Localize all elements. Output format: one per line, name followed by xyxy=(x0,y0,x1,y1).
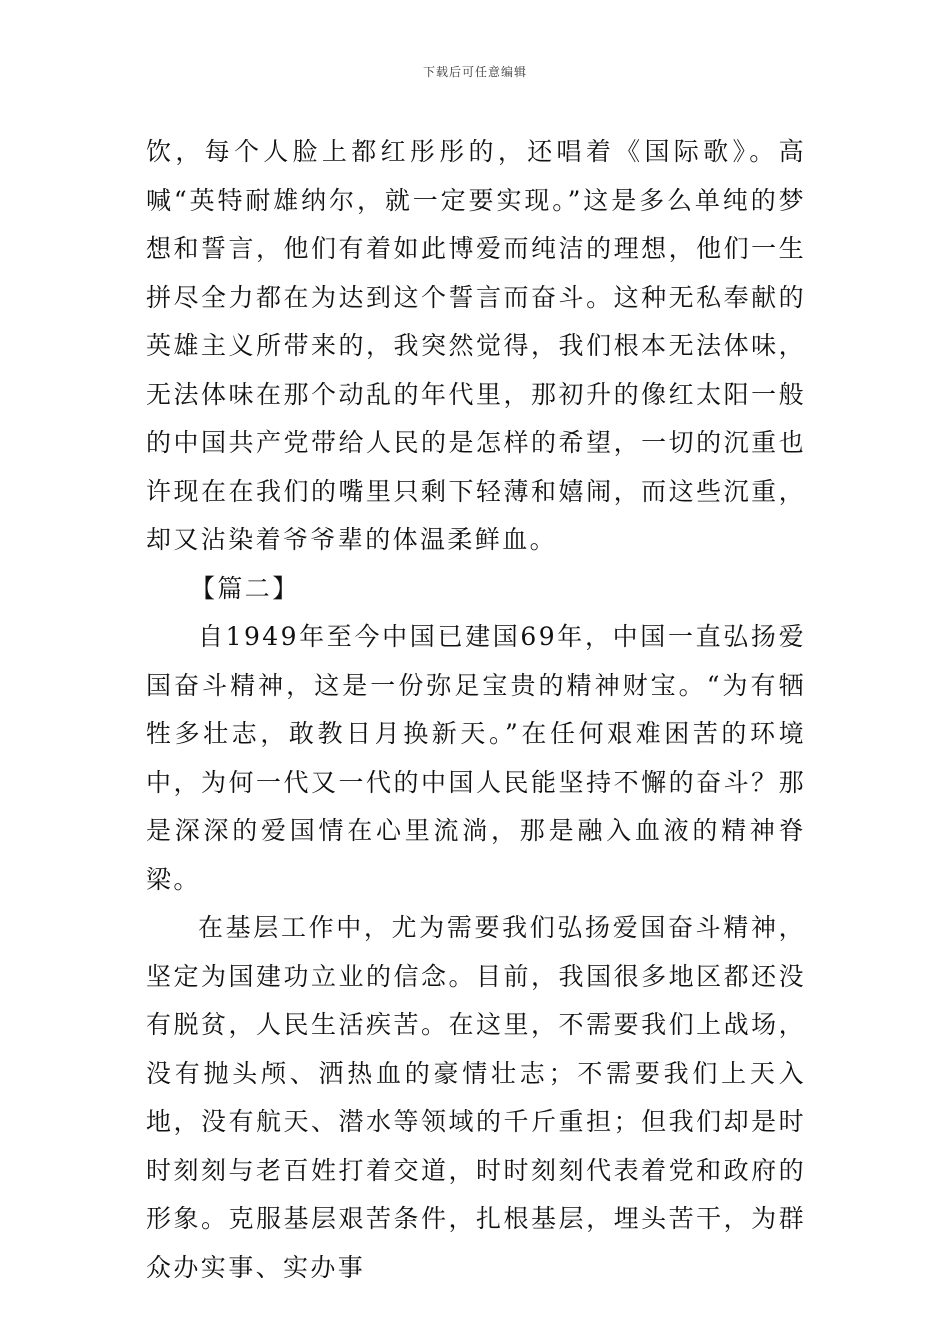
paragraph: 自1949年至今中国已建国69年，中国一直弘扬爱国奋斗精神，这是一份弥足宝贵的精神财宝。“为有牺牲多壮志，敢教日月换新天。”在任何艰难困苦的环境中，为何一代又一代的中国人民能坚持不懈的奋斗？那是深深的爱国情在心里流淌，那是融入血液的精神脊梁。 xyxy=(146,622,806,894)
header-note: 下载后可任意编辑 xyxy=(422,65,527,79)
document-body xyxy=(146,128,806,1292)
section-heading: 【篇二】 xyxy=(190,573,300,603)
paragraph-continued: 饮，每个人脸上都红彤彤的，还唱着《国际歌》。高喊“英特耐雄纳尔，就一定要实现。”这是多么单纯的梦想和誓言，他们有着如此博爱而纯洁的理想，他们一生拼尽全力都在为达到这个誓言而奋斗。这种无私奉献的英雄主义所带来的，我突然觉得，我们根本无法体味，无法体味在那个动乱的年代里，那初升的像红太阳一般的中国共产党带给人民的是怎样的希望，一切的沉重也许现在在我们的嘴里只剩下轻薄和嬉闹，而这些沉重，却又沾染着爷爷辈的体温柔鲜血。 xyxy=(146,137,806,554)
paragraph: 在基层工作中，尤为需要我们弘扬爱国奋斗精神，坚定为国建功立业的信念。目前，我国很多地区都还没有脱贫，人民生活疾苦。在这里，不需要我们上战场，没有抛头颅、洒热血的豪情壮志；不需要我们上天入地，没有航天、潜水等领域的千斤重担；但我们却是时时刻刻与老百姓打着交道，时时刻刻代表着党和政府的形象。克服基层艰苦条件，扎根基层，埋头苦干，为群众办实事、实办事 xyxy=(146,913,806,1282)
